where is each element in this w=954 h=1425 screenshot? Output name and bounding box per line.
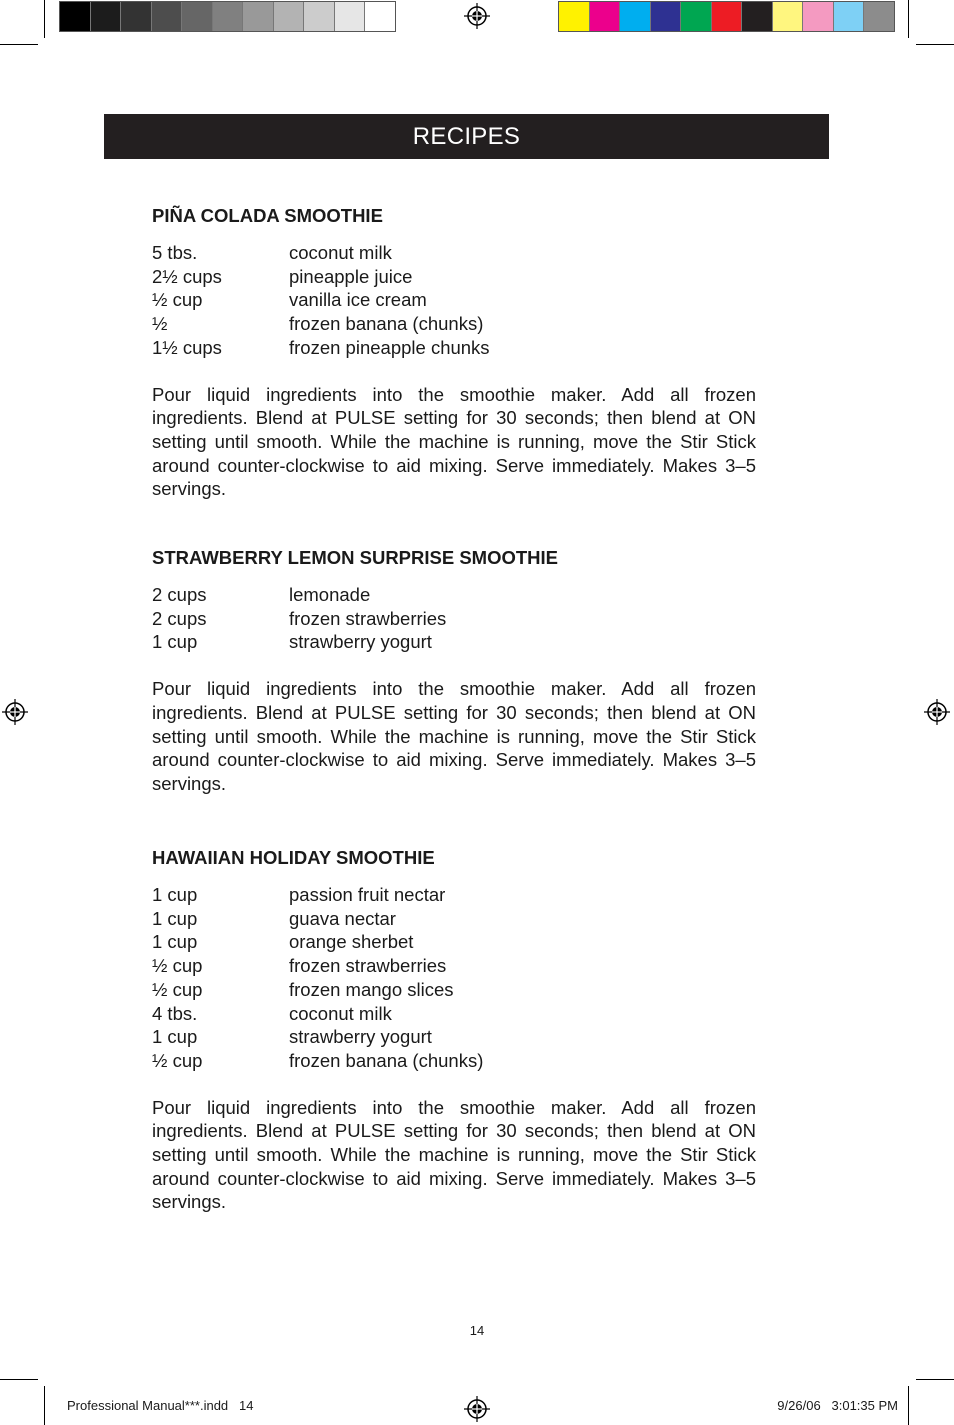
color-swatch [152, 2, 183, 31]
ingredient-item: frozen mango slices [289, 978, 454, 1000]
color-swatch [243, 2, 274, 31]
crop-mark [0, 1379, 38, 1380]
ingredient-row [152, 883, 756, 907]
ingredient-row [152, 978, 756, 1002]
ingredient-item: coconut milk [289, 242, 392, 263]
recipe-title: PIÑA COLADA SMOOTHIE [152, 205, 383, 226]
registration-mark-icon [2, 699, 28, 725]
color-swatch [213, 2, 244, 31]
ingredient-row [152, 583, 756, 607]
color-swatch [121, 2, 152, 31]
ingredient-list [152, 583, 756, 654]
ingredient-item: coconut milk [289, 1002, 392, 1024]
ingredient-item: vanilla ice cream [289, 289, 427, 311]
ingredient-qty: ½ [152, 313, 168, 335]
crop-mark [916, 1379, 954, 1380]
section-header [104, 114, 829, 159]
crop-mark [44, 1386, 45, 1425]
ingredient-list [152, 883, 756, 1073]
ingredient-item: passion fruit nectar [289, 884, 446, 905]
color-swatch [864, 2, 894, 31]
ingredient-item: frozen banana (chunks) [289, 1049, 484, 1071]
ingredient-row [152, 630, 756, 654]
ingredient-item: frozen strawberries [289, 607, 447, 629]
ingredient-row [152, 336, 756, 360]
ingredient-qty: 1 cup [152, 884, 198, 905]
slug-filename: Professional Manual***.indd 14 [67, 1398, 254, 1413]
ingredient-qty: 2 cups [152, 607, 207, 629]
color-swatch [620, 2, 651, 31]
ingredient-qty: 1½ cups [152, 336, 222, 358]
color-swatch [681, 2, 712, 31]
ingredient-item: lemonade [289, 584, 371, 605]
recipe-method: Pour liquid ingredients into the smoothie maker. Add all frozen ingredients. Blend at PULSE setting for 30 seconds; then blend at ON setting until smooth. While the machine is running, move the Stir Stick around counter-clockwise to aid mixing. Serve immediately. Makes 3–5 servings. [152, 383, 756, 500]
ingredient-item: pineapple juice [289, 265, 413, 287]
color-swatch [742, 2, 773, 31]
recipe-method: Pour liquid ingredients into the smoothie maker. Add all frozen ingredients. Blend at PULSE setting for 30 seconds; then blend at ON setting until smooth. While the machine is running, move the Stir Stick around counter-clockwise to aid mixing. Serve immediately. Makes 3–5 servings. [152, 678, 756, 794]
color-swatch [304, 2, 335, 31]
crop-mark [0, 44, 38, 45]
ingredient-row [152, 607, 756, 631]
ingredient-qty: 2 cups [152, 584, 207, 605]
color-swatch [182, 2, 213, 31]
color-swatch [651, 2, 682, 31]
recipe-title: STRAWBERRY LEMON SURPRISE SMOOTHIE [152, 547, 559, 568]
ingredient-qty: 1 cup [152, 931, 198, 953]
color-swatch [60, 2, 91, 31]
ingredient-qty: 1 cup [152, 1026, 198, 1048]
ingredient-qty: 2½ cups [152, 265, 222, 287]
recipe-strawberry-lemon-surprise [152, 547, 756, 796]
ingredient-row [152, 241, 756, 265]
recipe-pina-colada [152, 205, 756, 501]
ingredient-qty: 1 cup [152, 907, 198, 929]
ingredient-qty: 5 tbs. [152, 242, 198, 263]
color-swatch [335, 2, 366, 31]
recipe-hawaiian-holiday [152, 847, 756, 1214]
ingredient-row [152, 1049, 756, 1073]
cmyk-color-bar [558, 1, 895, 32]
registration-mark-icon [464, 1396, 490, 1422]
grayscale-color-bar [59, 1, 396, 32]
ingredient-qty: ½ cup [152, 1049, 203, 1071]
color-swatch [834, 2, 865, 31]
ingredient-row [152, 954, 756, 978]
ingredient-qty: ½ cup [152, 955, 203, 977]
ingredient-item: strawberry yogurt [289, 1026, 432, 1048]
crop-mark [908, 1386, 909, 1425]
ingredient-item: orange sherbet [289, 931, 414, 953]
color-swatch [590, 2, 621, 31]
color-swatch [91, 2, 122, 31]
page-number: 14 [469, 1323, 485, 1338]
color-swatch [773, 2, 804, 31]
ingredient-row [152, 312, 756, 336]
ingredient-row [152, 1002, 756, 1026]
color-swatch [803, 2, 834, 31]
crop-mark [908, 0, 909, 38]
ingredient-qty: 1 cup [152, 631, 198, 653]
ingredient-qty: ½ cup [152, 289, 203, 311]
ingredient-list [152, 241, 756, 360]
ingredient-qty: ½ cup [152, 978, 203, 1000]
ingredient-row [152, 907, 756, 931]
slug-datetime: 9/26/06 3:01:35 PM [777, 1398, 898, 1413]
recipe-method: Pour liquid ingredients into the smoothie maker. Add all frozen ingredients. Blend at PULSE setting for 30 seconds; then blend at ON setting until smooth. While the machine is running, move the Stir Stick around counter-clockwise to aid mixing. Serve immediately. Makes 3–5 servings. [152, 1096, 756, 1213]
ingredient-item: frozen banana (chunks) [289, 313, 484, 335]
color-swatch [365, 2, 395, 31]
ingredient-row [152, 265, 756, 289]
ingredient-item: strawberry yogurt [289, 631, 432, 653]
ingredient-item: guava nectar [289, 907, 396, 929]
crop-mark [916, 44, 954, 45]
recipe-title: HAWAIIAN HOLIDAY SMOOTHIE [152, 847, 435, 868]
color-swatch [712, 2, 743, 31]
ingredient-item: frozen strawberries [289, 955, 447, 977]
registration-mark-icon [464, 3, 490, 29]
color-swatch [559, 2, 590, 31]
section-title: RECIPES [412, 122, 521, 150]
registration-mark-icon [924, 699, 950, 725]
ingredient-row [152, 288, 756, 312]
ingredient-qty: 4 tbs. [152, 1002, 198, 1024]
ingredient-row [152, 1025, 756, 1049]
ingredient-row [152, 930, 756, 954]
crop-mark [44, 0, 45, 38]
color-swatch [274, 2, 305, 31]
ingredient-item: frozen pineapple chunks [289, 336, 490, 358]
